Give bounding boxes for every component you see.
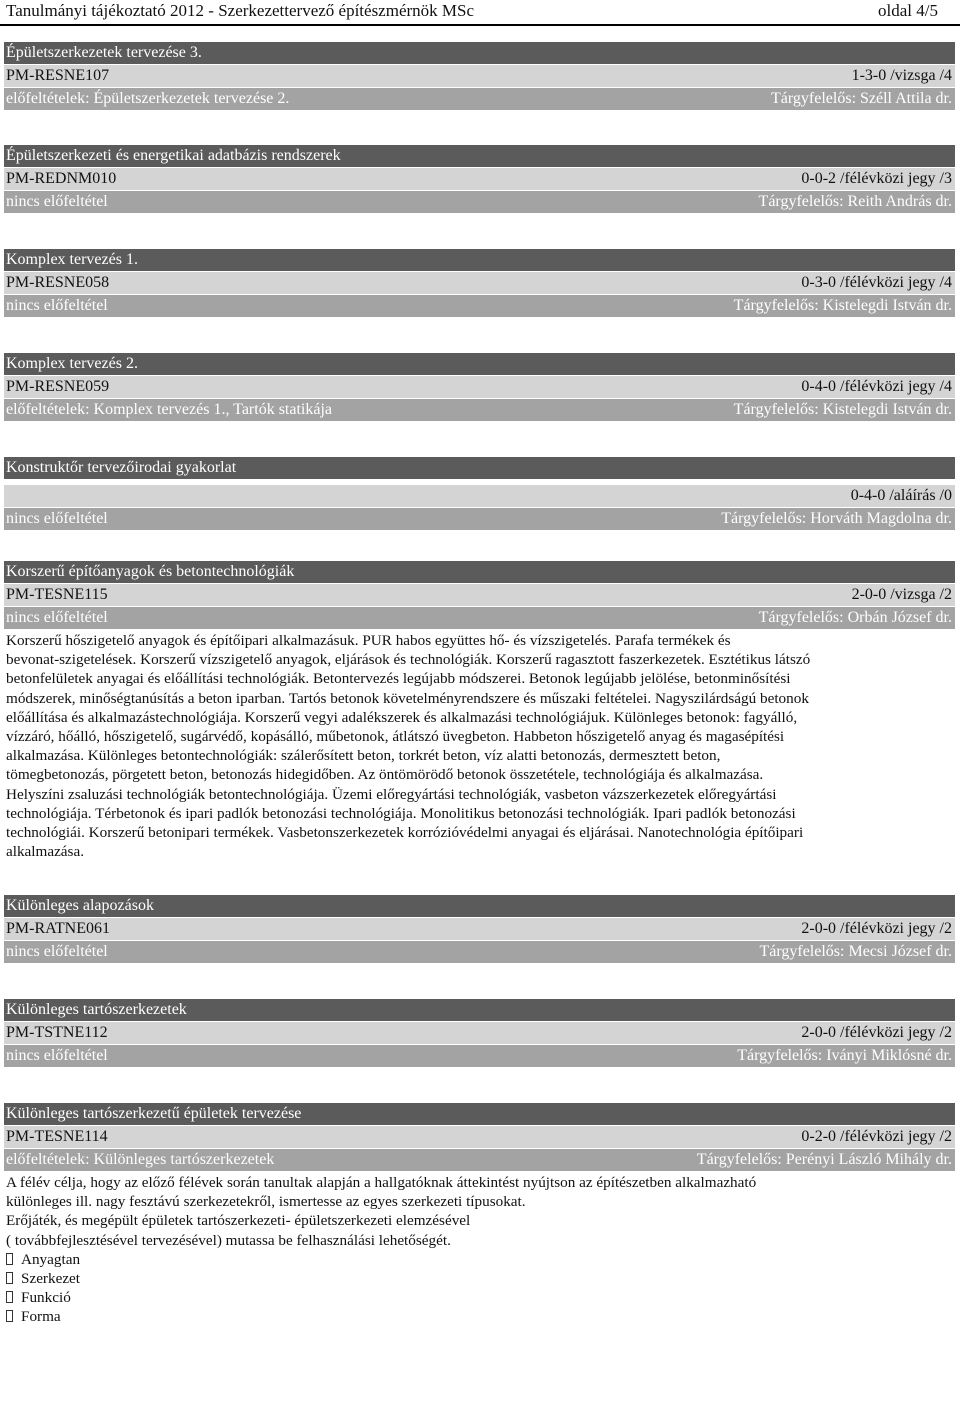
course-prerequisite: nincs előfeltétel	[6, 193, 108, 210]
description-line: tömegbetonozás, pörgetett beton, betonozás hidegidőben. Az öntömörödő betonok összetétele, technológiája és alkalmazása.	[6, 766, 764, 784]
course-code: PM-RESNE058	[6, 274, 110, 291]
document-title: Tanulmányi tájékoztató 2012 - Szerkezettervező építészmérnök MSc	[6, 1, 475, 20]
course-prereq-row	[4, 295, 955, 317]
course-prerequisite: nincs előfeltétel	[6, 609, 108, 626]
course-prereq-row	[4, 191, 955, 213]
course-title: Komplex tervezés 2.	[4, 353, 955, 375]
bullet-item	[6, 1269, 953, 1288]
course-code-row	[4, 918, 955, 940]
course-code-row	[4, 485, 955, 507]
course-block	[4, 561, 955, 861]
description-line: ( továbbfejlesztésével tervezésével) mutassa be felhasználási lehetőségét.	[6, 1231, 451, 1249]
page-header	[0, 0, 960, 26]
course-code-row	[4, 65, 955, 87]
bullet-text: Funkció	[21, 1289, 71, 1307]
course-block	[4, 249, 955, 317]
course-code: PM-RESNE059	[6, 378, 110, 395]
course-code: PM-TSTNE112	[6, 1024, 108, 1041]
bullet-icon	[6, 1253, 13, 1265]
course-code-row	[4, 1126, 955, 1148]
course-credits: 1-3-0 /vizsga /4	[851, 67, 952, 84]
bullet-item	[6, 1250, 953, 1269]
description-line: technológiája. Térbetonok és ipari padlók betonozási technológiája. Monolitikus betonozási technológiák. Ipari padlók betonozási	[6, 804, 796, 822]
course-credits: 0-0-2 /félévközi jegy /3	[801, 170, 952, 187]
course-prerequisite: nincs előfeltétel	[6, 1047, 108, 1064]
course-responsible: Tárgyfelelős: Széll Attila dr.	[771, 90, 952, 107]
bullet-text: Szerkezet	[21, 1270, 81, 1288]
course-block	[4, 457, 955, 530]
course-code-row	[4, 168, 955, 190]
bullet-item	[6, 1288, 953, 1307]
course-prerequisite: előfeltételek: Különleges tartószerkezetek	[6, 1151, 275, 1168]
bullet-text: Anyagtan	[21, 1250, 81, 1268]
course-code-row	[4, 376, 955, 398]
course-prereq-row	[4, 1045, 955, 1067]
course-code-row	[4, 1022, 955, 1044]
description-line: betonfelületek anyagai és előállítási technológiák. Betontervezés legújabb módszerei. Betonok legújabb jelölése, betonminősítési	[6, 670, 791, 688]
course-prerequisite: nincs előfeltétel	[6, 297, 108, 314]
course-title: Komplex tervezés 1.	[4, 249, 955, 271]
description-line: előállítása és alkalmazástechnológiája. Korszerű vegyi adalékszerek és alkalmazási technológiájuk. Különleges betonok: fagyálló,	[6, 708, 798, 726]
bullet-text: Forma	[21, 1308, 61, 1326]
course-code: PM-RESNE107	[6, 67, 110, 84]
description-line: különleges ill. nagy fesztávú szerkezetekről, ismertesse az egyes szerkezeti típusokat.	[6, 1193, 526, 1211]
course-credits: 2-0-0 /félévközi jegy /2	[801, 1024, 952, 1041]
course-code-row	[4, 584, 955, 606]
description-line: alkalmazása. Különleges betontechnológiák: szálerősített beton, torkrét beton, víz alatti betonozás, dermesztett beton,	[6, 747, 721, 765]
course-credits: 2-0-0 /félévközi jegy /2	[801, 920, 952, 937]
description-line: A félév célja, hogy az előző félévek során tanultak alapján a hallgatóknak áttekintést nyújtson az építészetben alkalmazható	[6, 1174, 757, 1191]
course-title: Épületszerkezeti és energetikai adatbázis rendszerek	[4, 145, 955, 167]
course-responsible: Tárgyfelelős: Mecsi József dr.	[759, 943, 952, 960]
course-prereq-row	[4, 508, 955, 530]
description-line: alkalmazása.	[6, 843, 84, 861]
course-responsible: Tárgyfelelős: Kistelegdi István dr.	[733, 401, 952, 418]
course-block	[4, 1103, 955, 1327]
course-responsible: Tárgyfelelős: Reith András dr.	[758, 193, 952, 210]
bullet-icon	[6, 1291, 13, 1303]
course-responsible: Tárgyfelelős: Orbán József dr.	[758, 609, 952, 626]
course-title: Épületszerkezetek tervezése 3.	[4, 42, 955, 64]
description-line: Erőjáték, és megépült épületek tartószerkezeti- épületszerkezeti elemzésével	[6, 1212, 471, 1230]
course-responsible: Tárgyfelelős: Kistelegdi István dr.	[733, 297, 952, 314]
description-line: Helyszíni zsaluzási technológiák betontechnológiája. Üzemi előregyártási technológiák, vasbeton vázszerkezetek előregyártási	[6, 785, 777, 803]
course-responsible: Tárgyfelelős: Iványi Miklósné dr.	[737, 1047, 952, 1064]
course-title: Korszerű építőanyagok és betontechnológiák	[4, 561, 955, 583]
description-line: Korszerű hőszigetelő anyagok és építőipari alkalmazásuk. PUR habos együttes hő- és vízszigetelés. Parafa termékek és	[6, 632, 731, 649]
description-line: módszerek, minőségtanúsítás a beton iparban. Tartós betonok követelményrendszere és műszaki feltételei. Nagyszilárdságú betonok	[6, 689, 809, 707]
description-line: technológiái. Korszerű betonipari termékek. Vasbetonszerkezetek korrózióvédelmi anyagai és eljárásai. Nanotechnológia építőipari	[6, 824, 804, 842]
course-prereq-row	[4, 88, 955, 110]
course-title: Különleges alapozások	[4, 895, 955, 917]
course-code: PM-RATNE061	[6, 920, 111, 937]
bullet-icon	[6, 1310, 13, 1322]
course-title: Különleges tartószerkezetű épületek tervezése	[4, 1103, 955, 1125]
course-code: PM-TESNE114	[6, 1128, 108, 1145]
course-responsible: Tárgyfelelős: Horváth Magdolna dr.	[721, 510, 952, 527]
course-block	[4, 895, 955, 963]
course-description	[4, 629, 955, 861]
course-prereq-row	[4, 399, 955, 421]
course-block	[4, 42, 955, 110]
course-prerequisite: nincs előfeltétel	[6, 943, 108, 960]
course-code: PM-TESNE115	[6, 586, 108, 603]
course-prereq-row	[4, 607, 955, 629]
course-prerequisite: nincs előfeltétel	[6, 510, 108, 527]
course-credits: 0-4-0 /aláírás /0	[850, 487, 952, 504]
course-credits: 0-2-0 /félévközi jegy /2	[801, 1128, 952, 1145]
course-prerequisite: előfeltételek: Épületszerkezetek tervezése 2.	[6, 90, 290, 107]
description-line: bevonat-szigetelések. Korszerű vízszigetelő anyagok, eljárások és technológiák. Korszerű ragasztott faszerkezetek. Esztétikus látszó	[6, 651, 811, 669]
course-credits: 2-0-0 /vizsga /2	[851, 586, 952, 603]
course-prereq-row	[4, 941, 955, 963]
bullet-icon	[6, 1272, 13, 1284]
course-title: Különleges tartószerkezetek	[4, 999, 955, 1021]
course-credits: 0-4-0 /félévközi jegy /4	[801, 378, 952, 395]
course-title: Konstruktőr tervezőirodai gyakorlat	[4, 457, 955, 479]
course-prerequisite: előfeltételek: Komplex tervezés 1., Tartók statikája	[6, 401, 333, 418]
course-code: PM-REDNM010	[6, 170, 117, 187]
course-credits: 0-3-0 /félévközi jegy /4	[801, 274, 952, 291]
course-description	[4, 1171, 955, 1327]
course-block	[4, 145, 955, 213]
course-responsible: Tárgyfelelős: Perényi László Mihály dr.	[696, 1151, 952, 1168]
course-code-row	[4, 272, 955, 294]
bullet-item	[6, 1307, 953, 1326]
course-block	[4, 999, 955, 1067]
page-number: oldal 4/5	[878, 1, 938, 20]
course-prereq-row	[4, 1149, 955, 1171]
description-line: vízzáró, hőálló, hőszigetelő, sugárvédő, kopásálló, műbetonok, átlátszó üvegbeton. Habbeton hőszigetelő anyag és magasépítési	[6, 728, 785, 746]
course-block	[4, 353, 955, 421]
